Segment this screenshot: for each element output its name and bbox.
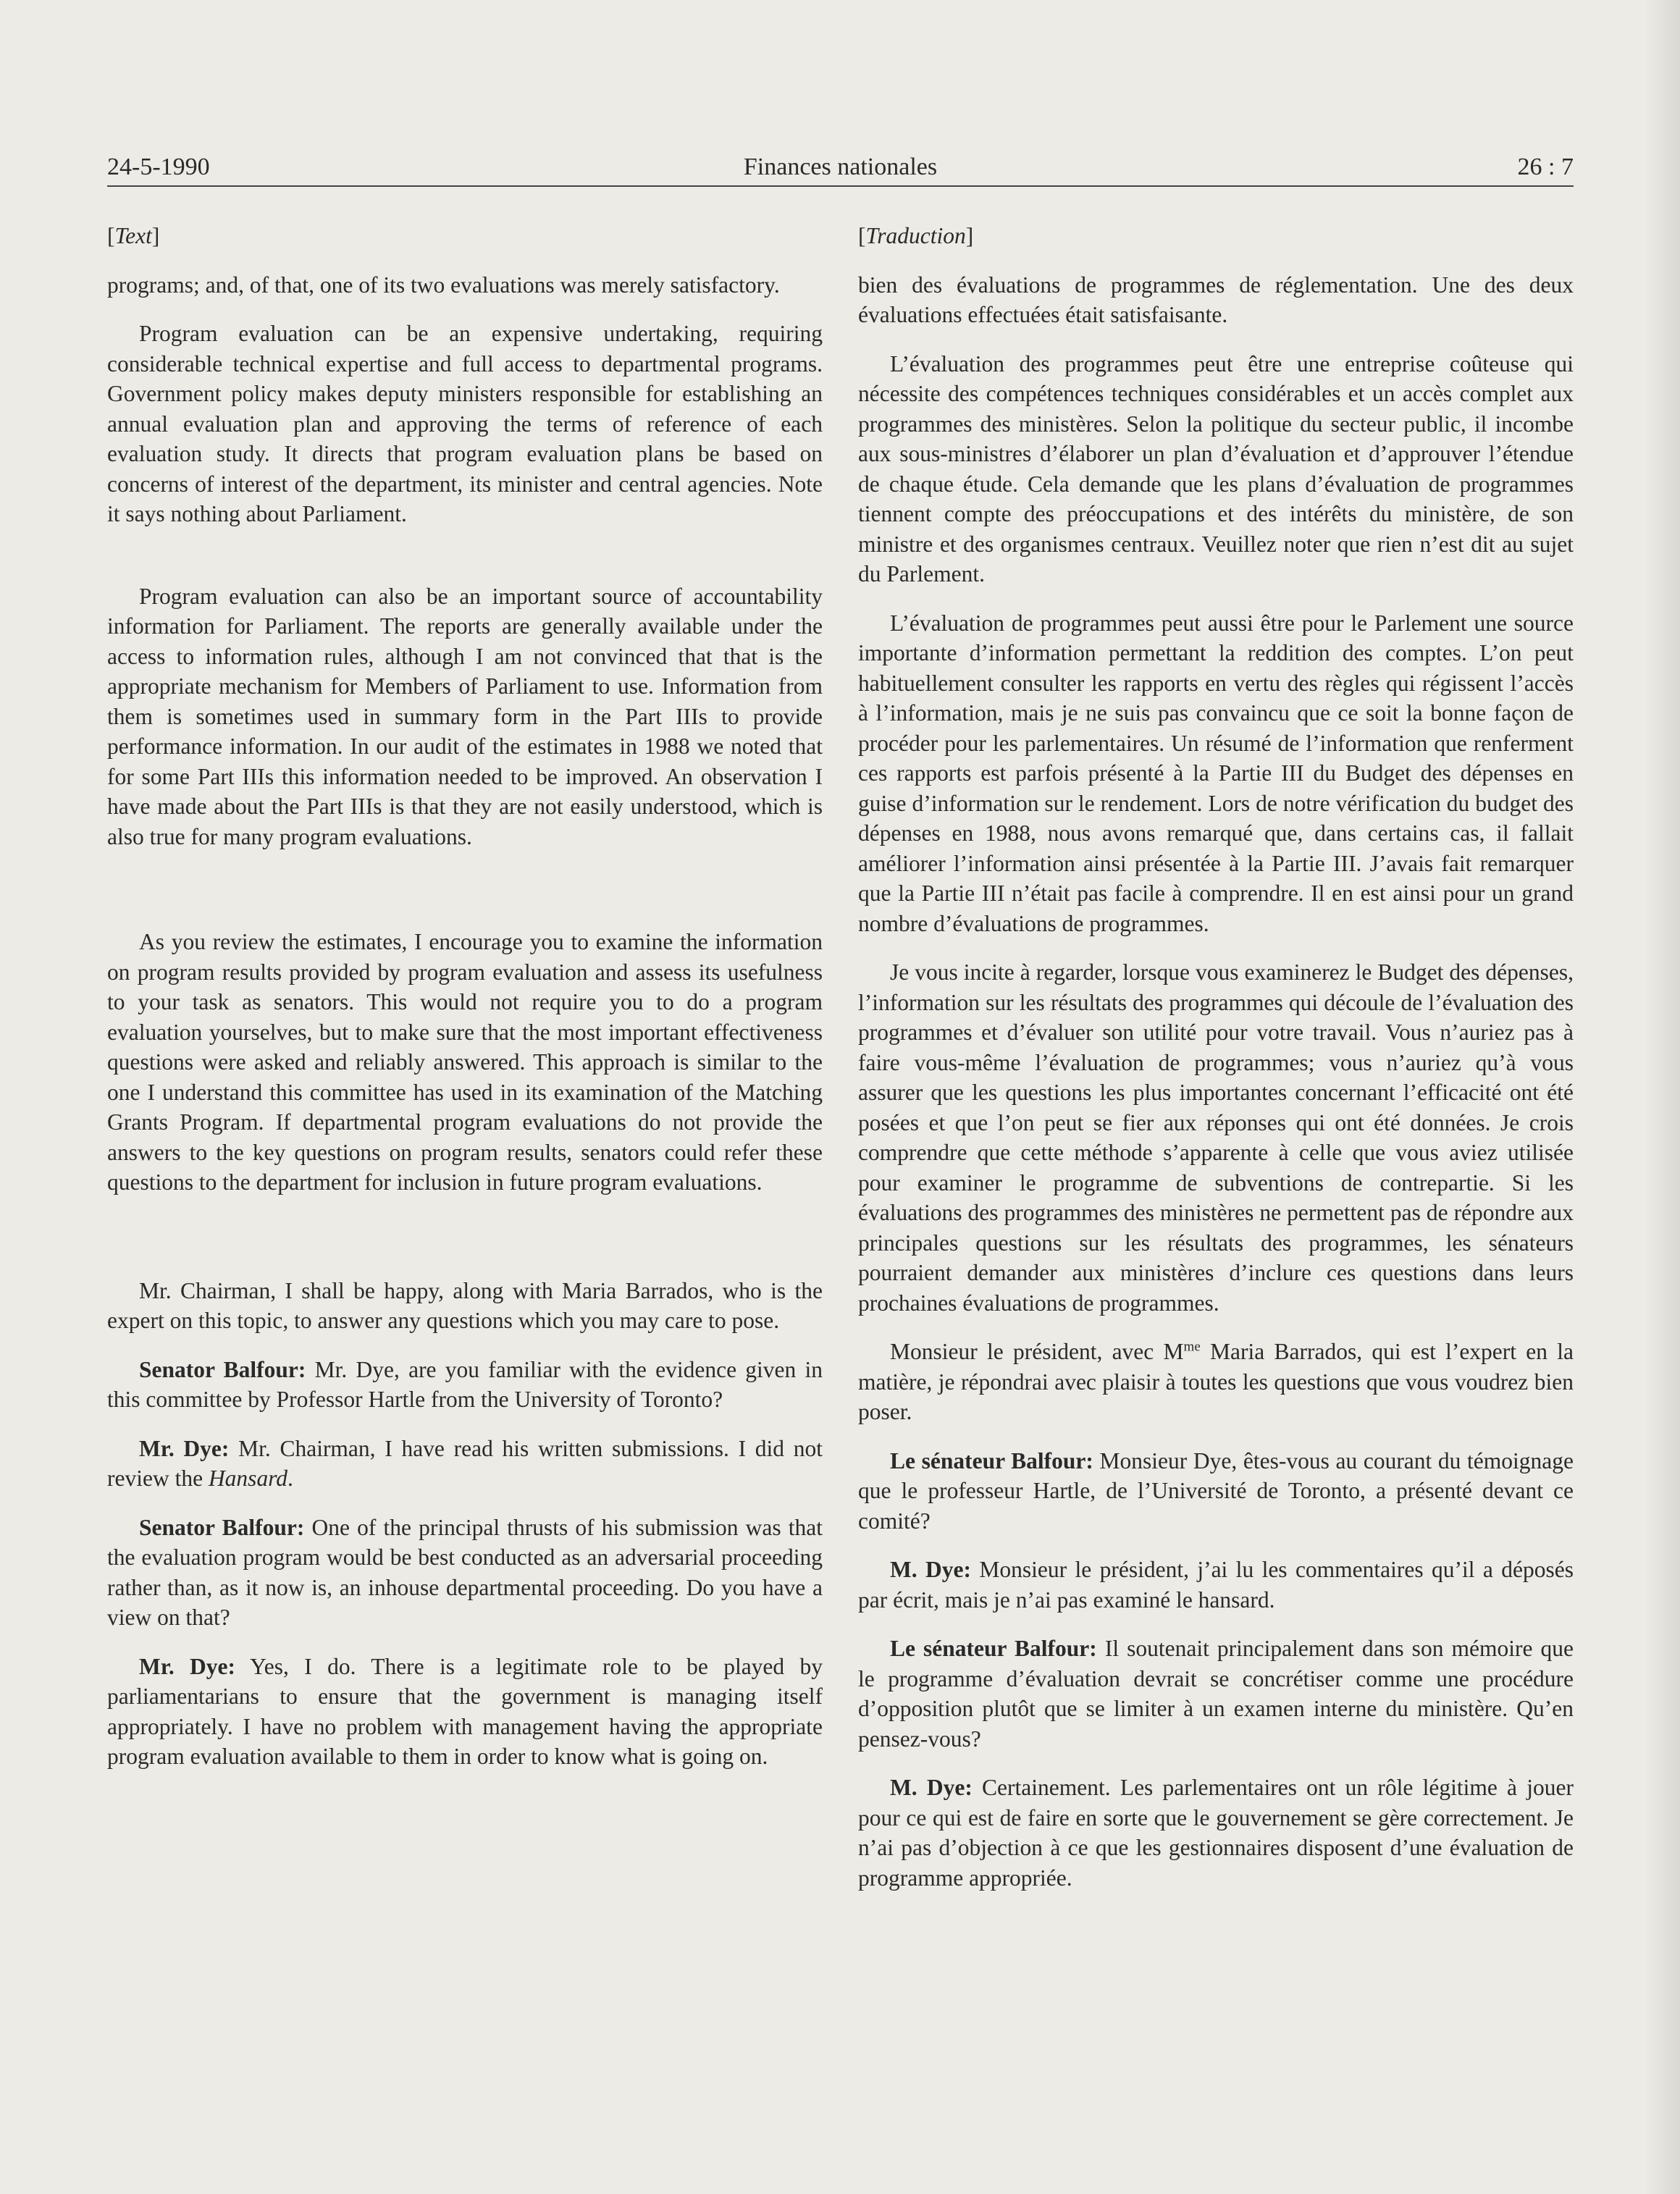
header-title: Finances nationales	[743, 154, 938, 180]
speaker-paragraph: Le sénateur Balfour: Monsieur Dye, êtes-vous au courant du témoignage que le professeur Hartle, de l’Université de Toronto, a présenté devant ce comité?	[858, 1447, 1574, 1534]
text-label: [Text]	[107, 223, 160, 248]
paragraph: Je vous incite à regarder, lorsque vous examinerez le Budget des dépenses, l’information sur les résultats des programmes qui découle de l’évaluation des programmes et d’évaluer son utilité pour votre travail. Vous n’auriez pas à faire vous-même l’évaluation de programmes; vous n’auriez qu’à vous assurer que les questions les plus importantes concernant l’efficacité ont été posées et que l’on peut se fier aux réponses qui ont été données. Je crois comprendre que cette méthode s’apparente à celle que vous aviez utilisée pour examiner le programme de subventions de contrepartie. Si les évaluations des programmes des ministères ne permettent pas de répondre aux principales questions sur les résultats des programmes, les sénateurs pourraient demander aux ministères d’inclure ces questions dans leurs prochaines évaluations de programmes.	[858, 959, 1574, 1316]
paragraph: As you review the estimates, I encourage you to examine the information on program results provided by program evaluation and assess its usefulness to your task as senators. This would not require you to do a program evaluation yourselves, but to make sure that the most important effectiveness questions were asked and reliably answered. This approach is similar to the one I understand this committee has used in its examination of the Matching Grants Program. If departmental program evaluations do not provide the answers to the key questions on program results, senators could refer these questions to the department for inclusion in future program evaluations.	[107, 929, 823, 1195]
speaker-paragraph: Mr. Dye: Mr. Chairman, I have read his written submissions. I did not review the Hansard.	[107, 1435, 823, 1491]
paragraph: Mr. Chairman, I shall be happy, along with Maria Barrados, who is the expert on this topic, to answer any questions which you may care to pose.	[107, 1277, 823, 1333]
speaker-name: Senator Balfour:	[139, 1514, 305, 1540]
speaker-paragraph: Mr. Dye: Yes, I do. There is a legitimate role to be played by parliamentarians to ensure that the government is managing itself appropriately. I have no problem with management having the appropriate program evaluation available to them in order to know what is going on.	[107, 1653, 823, 1769]
paragraph: Program evaluation can also be an important source of accountability information for Parliament. The reports are generally available under the access to information rules, although I am not convinced that that is the appropriate mechanism for Members of Parliament to use. Information from them is sometimes used in summary form in the Part IIIs to provide performance information. In our audit of the estimates in 1988 we noted that for some Part IIIs this information needed to be improved. An observation I have made about the Part IIIs is that they are not easily understood, which is also true for many program evaluations.	[107, 583, 823, 849]
speaker-paragraph: M. Dye: Monsieur le président, j’ai lu les commentaires qu’il a déposés par écrit, mais je n’ai pas examiné le hansard.	[858, 1557, 1574, 1613]
speaker-name: Senator Balfour:	[139, 1356, 306, 1382]
paragraph: Program evaluation can be an expensive undertaking, requiring considerable technical expertise and full access to departmental programs. Government policy makes deputy ministers responsible for establishing an annual evaluation plan and approving the terms of reference of each evaluation study. It directs that program evaluation plans be based on concerns of interest of the department, its minister and central agencies. Note it says nothing about Parliament.	[107, 321, 823, 526]
speaker-name: M. Dye:	[890, 1557, 971, 1582]
paragraph: L’évaluation des programmes peut être une entreprise coûteuse qui nécessite des compétences techniques considérables et un accès complet aux programmes des ministères. Selon la politique du secteur public, il incombe aux sous-ministres d’élaborer un plan d’évaluation et d’approuver l’étendue de chaque étude. Cela demande que les plans d’évaluation de programmes tiennent compte des préoccupations et des intérêts du ministère, de son ministre et des organismes centraux. Veuillez noter que rien n’est dit au sujet du Parlement.	[858, 350, 1574, 587]
page-edge-shadow	[1645, 0, 1680, 2194]
speaker-paragraph: M. Dye: Certainement. Les parlementaires ont un rôle légitime à jouer pour ce qui est de faire en sorte que le gouvernement se gère correctement. Je n’ai pas d’objection à ce que les gestionnaires disposent d’une évaluation de programme appropriée.	[858, 1775, 1574, 1891]
speaker-name: M. Dye:	[890, 1775, 973, 1800]
running-header	[107, 142, 1574, 187]
speaker-name: Le sénateur Balfour:	[890, 1636, 1097, 1661]
speaker-name: Mr. Dye:	[139, 1435, 230, 1461]
speaker-name: Mr. Dye:	[139, 1653, 236, 1679]
french-column	[858, 221, 1574, 1912]
paragraph: programs; and, of that, one of its two evaluations was merely satisfactory.	[107, 272, 780, 298]
speaker-paragraph: Senator Balfour: Mr. Dye, are you familiar with the evidence given in this committee by Professor Hartle from the University of Toronto?	[107, 1356, 823, 1412]
header-page-number: 26 : 7	[1517, 154, 1574, 180]
traduction-label: [Traduction]	[858, 223, 974, 248]
english-column	[107, 221, 823, 1791]
speaker-name: Le sénateur Balfour:	[890, 1447, 1093, 1474]
speaker-paragraph: Senator Balfour: One of the principal thrusts of his submission was that the evaluation program would be best conducted as an adversarial proceeding rather than, as it now is, an inhouse departmental proceeding. Do you have a view on that?	[107, 1514, 823, 1630]
header-date: 24-5-1990	[107, 154, 210, 180]
speaker-paragraph: Le sénateur Balfour: Il soutenait principalement dans son mémoire que le programme d’évaluation devrait se concrétiser comme une procédure d’opposition plutôt que se limiter à un examen interne du ministère. Qu’en pensez-vous?	[858, 1636, 1574, 1752]
paragraph: L’évaluation de programmes peut aussi être pour le Parlement une source importante d’information permettant la reddition des comptes. L’on peut habituellement consulter les rapports en vertu des règles qui régissent l’accès à l’information, mais je ne suis pas convaincu que ce soit la bonne façon de procéder pour les parlementaires. Un résumé de l’information que renferment ces rapports est parfois présenté à la Partie III du Budget des dépenses en guise d’information sur le rendement. Lors de notre vérification du budget des dépenses en 1988, nous avons remarqué que, dans certains cas, il fallait améliorer l’information ainsi présentée à la Partie III. J’avais fait remarquer que la Partie III n’était pas facile à comprendre. Il en est ainsi pour un grand nombre d’évaluations de programmes.	[858, 610, 1574, 936]
paragraph: bien des évaluations de programmes de réglementation. Une des deux évaluations effectuées était satisfaisante.	[858, 272, 1574, 327]
paragraph: Monsieur le président, avec $M^{me}$ Maria Barrados, qui est l’expert en la matière, je répondrai avec plaisir à toutes les questions que vous voudrez bien poser.	[858, 1339, 1574, 1424]
